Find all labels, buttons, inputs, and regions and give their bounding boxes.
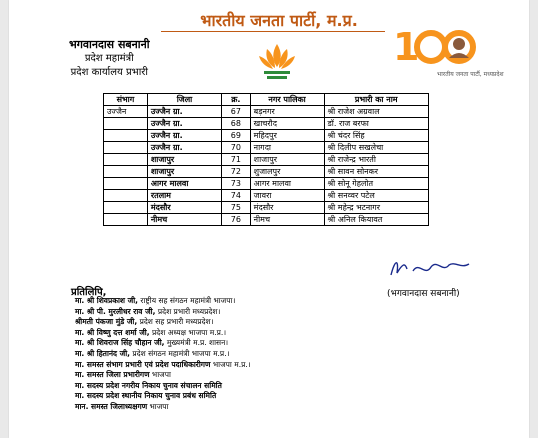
cc-item <box>75 328 251 339</box>
number-cell: 74 <box>222 190 251 202</box>
col-district: जिला <box>147 94 221 106</box>
table-header-row <box>104 94 429 106</box>
division-cell <box>104 178 148 190</box>
sender-block <box>69 38 150 80</box>
cc-role: प्रदेश अध्यक्ष भाजपा म.प्र.। <box>151 327 227 337</box>
municipality-cell: खाचरौद <box>250 118 324 130</box>
col-municipality: नगर पालिका <box>250 94 324 106</box>
incharge-table <box>103 93 429 226</box>
division-cell <box>104 190 148 202</box>
table-row <box>104 130 429 142</box>
municipality-cell: शुजालपुर <box>250 166 324 178</box>
municipality-cell: जावरा <box>250 190 324 202</box>
table-row <box>104 106 429 118</box>
municipality-cell: महिदपुर <box>250 130 324 142</box>
cc-recipient: मा. श्री शिवराज सिंह चौहान जी, <box>75 338 165 348</box>
table-row <box>104 142 429 154</box>
cc-recipient: मा. श्री शिवप्रकाश जी, <box>75 296 139 305</box>
svg-text:1: 1 <box>393 25 420 69</box>
signature-scribble <box>385 255 475 281</box>
number-cell: 72 <box>222 166 251 178</box>
badge-caption: भारतीय जनता पार्टी, मध्यप्रदेश <box>437 71 504 78</box>
cc-item <box>75 381 251 392</box>
cc-recipient: मा. सदस्य प्रदेश नगरीय निकाय चुनाव संचालन समिति <box>75 380 222 390</box>
municipality-cell: बड़नगर <box>250 106 324 118</box>
number-cell: 76 <box>222 214 251 226</box>
incharge-cell: श्री अनिल कियावत <box>324 214 428 226</box>
cc-item <box>75 360 251 371</box>
incharge-cell: डॉ. राज बरफा <box>324 118 428 130</box>
cc-item <box>75 391 251 402</box>
division-cell <box>104 118 148 130</box>
letter-page <box>9 0 529 438</box>
cc-recipient: मा. श्री विष्णु दत्त शर्मा जी, <box>75 327 150 337</box>
incharge-cell: श्री चंदर सिंह <box>324 130 428 142</box>
division-cell: उज्जैन <box>104 106 148 118</box>
incharge-cell: श्री सोनू गेहलोत <box>324 178 428 190</box>
cc-recipient: मा. समस्त जिला प्रभारीगण <box>75 370 150 380</box>
cc-item <box>75 296 251 307</box>
table-row <box>104 154 429 166</box>
bjp-lotus-logo <box>255 40 299 82</box>
division-cell <box>104 154 148 166</box>
district-cell: शाजापुर <box>147 154 221 166</box>
number-cell: 73 <box>222 178 251 190</box>
sender-role: प्रदेश महामंत्री <box>84 53 134 64</box>
cc-role: मुख्यमंत्री म.प्र. शासन। <box>166 338 229 348</box>
district-cell: शाजापुर <box>147 166 221 178</box>
cc-item <box>75 349 251 360</box>
cc-role: भाजपा म.प्र.। <box>212 359 251 369</box>
cc-role: भाजपा <box>149 401 169 411</box>
cc-item <box>75 338 251 349</box>
district-cell: उज्जैन ग्रा. <box>147 106 221 118</box>
signatory-name: (भगवानदास सबनानी) <box>387 289 460 299</box>
district-cell: नीमच <box>147 214 221 226</box>
cc-role: भाजपा <box>151 370 171 380</box>
cc-recipient: मा. श्री पी. मुरलीधर राव जी, <box>75 306 156 316</box>
municipality-cell: नागदा <box>250 142 324 154</box>
number-cell: 69 <box>222 130 251 142</box>
party-title: भारतीय जनता पार्टी, म.प्र. <box>200 11 358 30</box>
municipality-cell: आगर मालवा <box>250 178 324 190</box>
cc-role: प्रदेश संगठन महामंत्री भाजपा म.प्र.। <box>132 348 230 358</box>
cc-item <box>75 402 251 413</box>
division-cell <box>104 214 148 226</box>
municipality-cell: शाजापुर <box>250 154 324 166</box>
incharge-cell: श्री सावन सोनकर <box>324 166 428 178</box>
cc-recipient: श्रीमती पंकजा मुंडे जी, <box>75 317 138 327</box>
district-cell: उज्जैन ग्रा. <box>147 118 221 130</box>
anniversary-badge-logo <box>391 22 504 84</box>
cc-recipient: मान. समस्त जिलाध्यक्षगण <box>75 401 148 411</box>
col-incharge: प्रभारी का नाम <box>324 94 428 106</box>
number-cell: 67 <box>222 106 251 118</box>
cc-role: राष्ट्रीय सह संगठन महामंत्री भाजपा। <box>140 296 236 305</box>
district-cell: उज्जैन ग्रा. <box>147 142 221 154</box>
incharge-cell: श्री राजेश अग्रवाल <box>324 106 428 118</box>
incharge-cell: श्री महेन्द्र भटनागर <box>324 202 428 214</box>
district-cell: आगर मालवा <box>147 178 221 190</box>
cc-role: प्रदेश प्रभारी मध्यप्रदेश। <box>157 306 221 316</box>
cc-recipient: मा. समस्त संभाग प्रभारी एवं प्रदेश पदाधिकारीगण <box>75 359 211 369</box>
division-cell <box>104 130 148 142</box>
municipality-cell: मंदसौर <box>250 202 324 214</box>
table-row <box>104 118 429 130</box>
title-underline <box>161 31 385 32</box>
cc-item <box>75 317 251 328</box>
cc-item <box>75 370 251 381</box>
cc-role: प्रदेश सह प्रभारी मध्यप्रदेश। <box>139 317 214 327</box>
cc-heading: प्रतिलिपि, <box>71 287 107 298</box>
table-row <box>104 178 429 190</box>
incharge-cell: श्री दिलीप सखलेचा <box>324 142 428 154</box>
cc-recipient: मा. सदस्य प्रदेश स्थानीय निकाय चुनाव प्रबंध समिति <box>75 391 217 401</box>
sender-office-role: प्रदेश कार्यालय प्रभारी <box>70 67 148 78</box>
number-cell: 70 <box>222 142 251 154</box>
division-cell <box>104 202 148 214</box>
col-number: क्र. <box>222 94 251 106</box>
cc-list <box>75 296 251 413</box>
number-cell: 71 <box>222 154 251 166</box>
table-row <box>104 202 429 214</box>
cc-recipient: मा. श्री हितानंद जी, <box>75 348 131 358</box>
division-cell <box>104 142 148 154</box>
table-row <box>104 190 429 202</box>
number-cell: 68 <box>222 118 251 130</box>
table-row <box>104 166 429 178</box>
cc-item <box>75 307 251 318</box>
municipality-cell: नीमच <box>250 214 324 226</box>
district-cell: रतलाम <box>147 190 221 202</box>
col-division: संभाग <box>104 94 148 106</box>
sender-name: भगवानदास सबनानी <box>69 38 150 51</box>
table-row <box>104 214 429 226</box>
district-cell: उज्जैन ग्रा. <box>147 130 221 142</box>
number-cell: 75 <box>222 202 251 214</box>
incharge-cell: श्री सनव्वर पटेल <box>324 190 428 202</box>
division-cell <box>104 166 148 178</box>
district-cell: मंदसौर <box>147 202 221 214</box>
incharge-cell: श्री राजेन्द्र भारती <box>324 154 428 166</box>
